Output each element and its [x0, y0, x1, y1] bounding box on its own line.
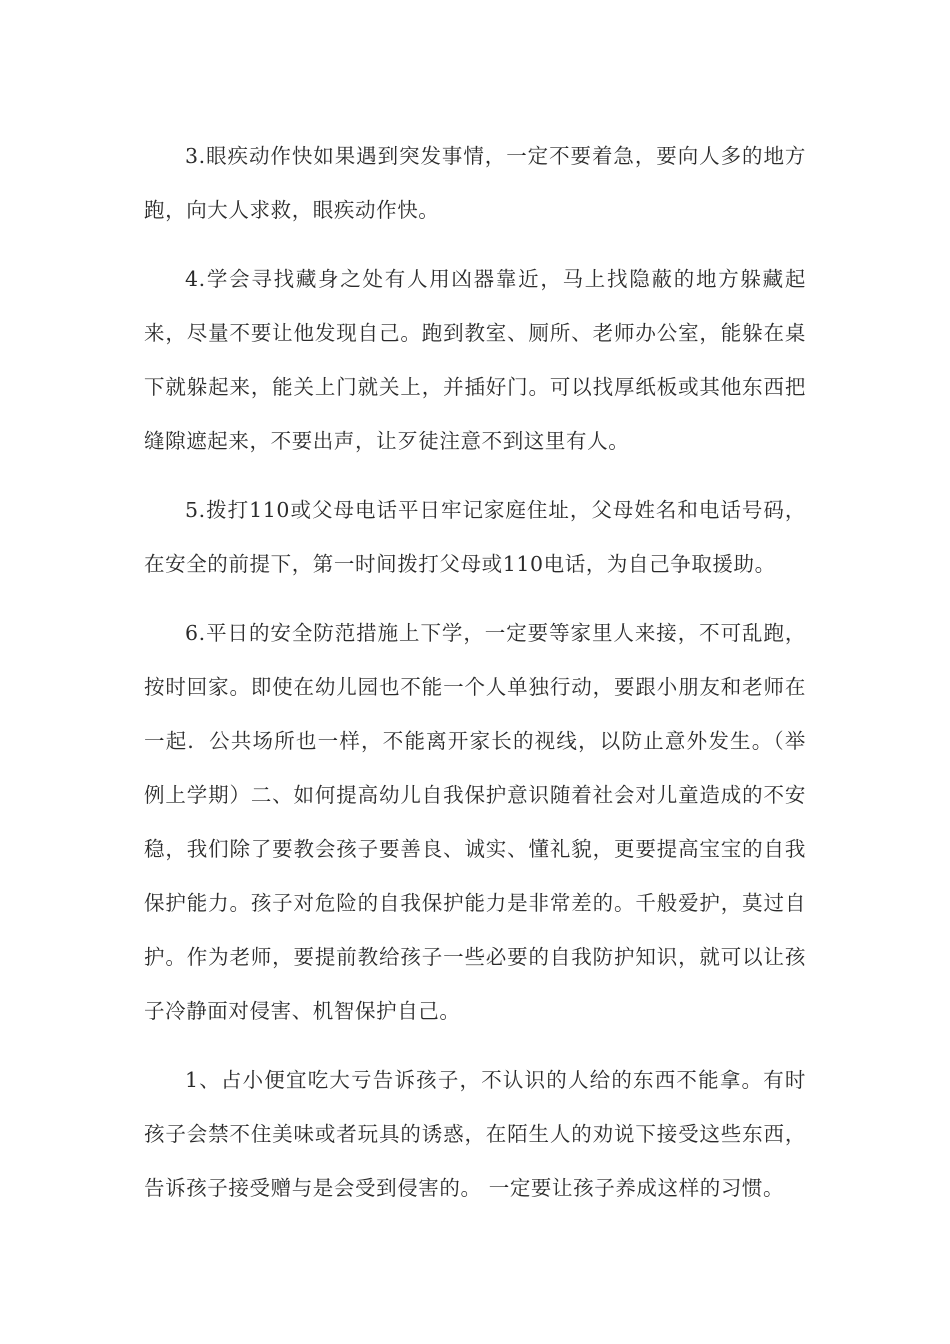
paragraph-item-1: 1、占小便宜吃大亏告诉孩子，不认识的人给的东西不能拿。有时孩子会禁不住美味或者玩具的诱惑，在陌生人的劝说下接受这些东西，告诉孩子接受赠与是会受到侵害的。 一定要让孩子养成这样的习惯。	[144, 1068, 806, 1200]
paragraph-item-5: 5.拨打110或父母电话平日牢记家庭住址，父母姓名和电话号码，在安全的前提下，第一时间拨打父母或110电话，为自己争取援助。	[144, 498, 806, 576]
paragraph-item-6: 6.平日的安全防范措施上下学，一定要等家里人来接，不可乱跑，按时回家。即使在幼儿园也不能一个人单独行动，要跟小朋友和老师在一起．公共场所也一样，不能离开家长的视线，以防止意外发生。（举例上学期）二、如何提高幼儿自我保护意识随着社会对儿童造成的不安稳，我们除了要教会孩子要善良、诚实、懂礼貌，更要提高宝宝的自我保护能力。孩子对危险的自我保护能力是非常差的。千般爱护，莫过自护。作为老师，要提前教给孩子一些必要的自我防护知识，就可以让孩子冷静面对侵害、机智保护自己。	[144, 621, 806, 1023]
paragraph-item-3: 3.眼疾动作快如果遇到突发事情，一定不要着急，要向人多的地方跑，向大人求救，眼疾动作快。	[144, 144, 806, 222]
paragraph-item-4: 4.学会寻找藏身之处有人用凶器靠近，马上找隐蔽的地方躲藏起来，尽量不要让他发现自己。跑到教室、厕所、老师办公室，能躲在桌下就躲起来，能关上门就关上，并插好门。可以找厚纸板或其他东西把缝隙遮起来，不要出声，让歹徒注意不到这里有人。	[144, 267, 806, 453]
document-body	[144, 129, 806, 1230]
